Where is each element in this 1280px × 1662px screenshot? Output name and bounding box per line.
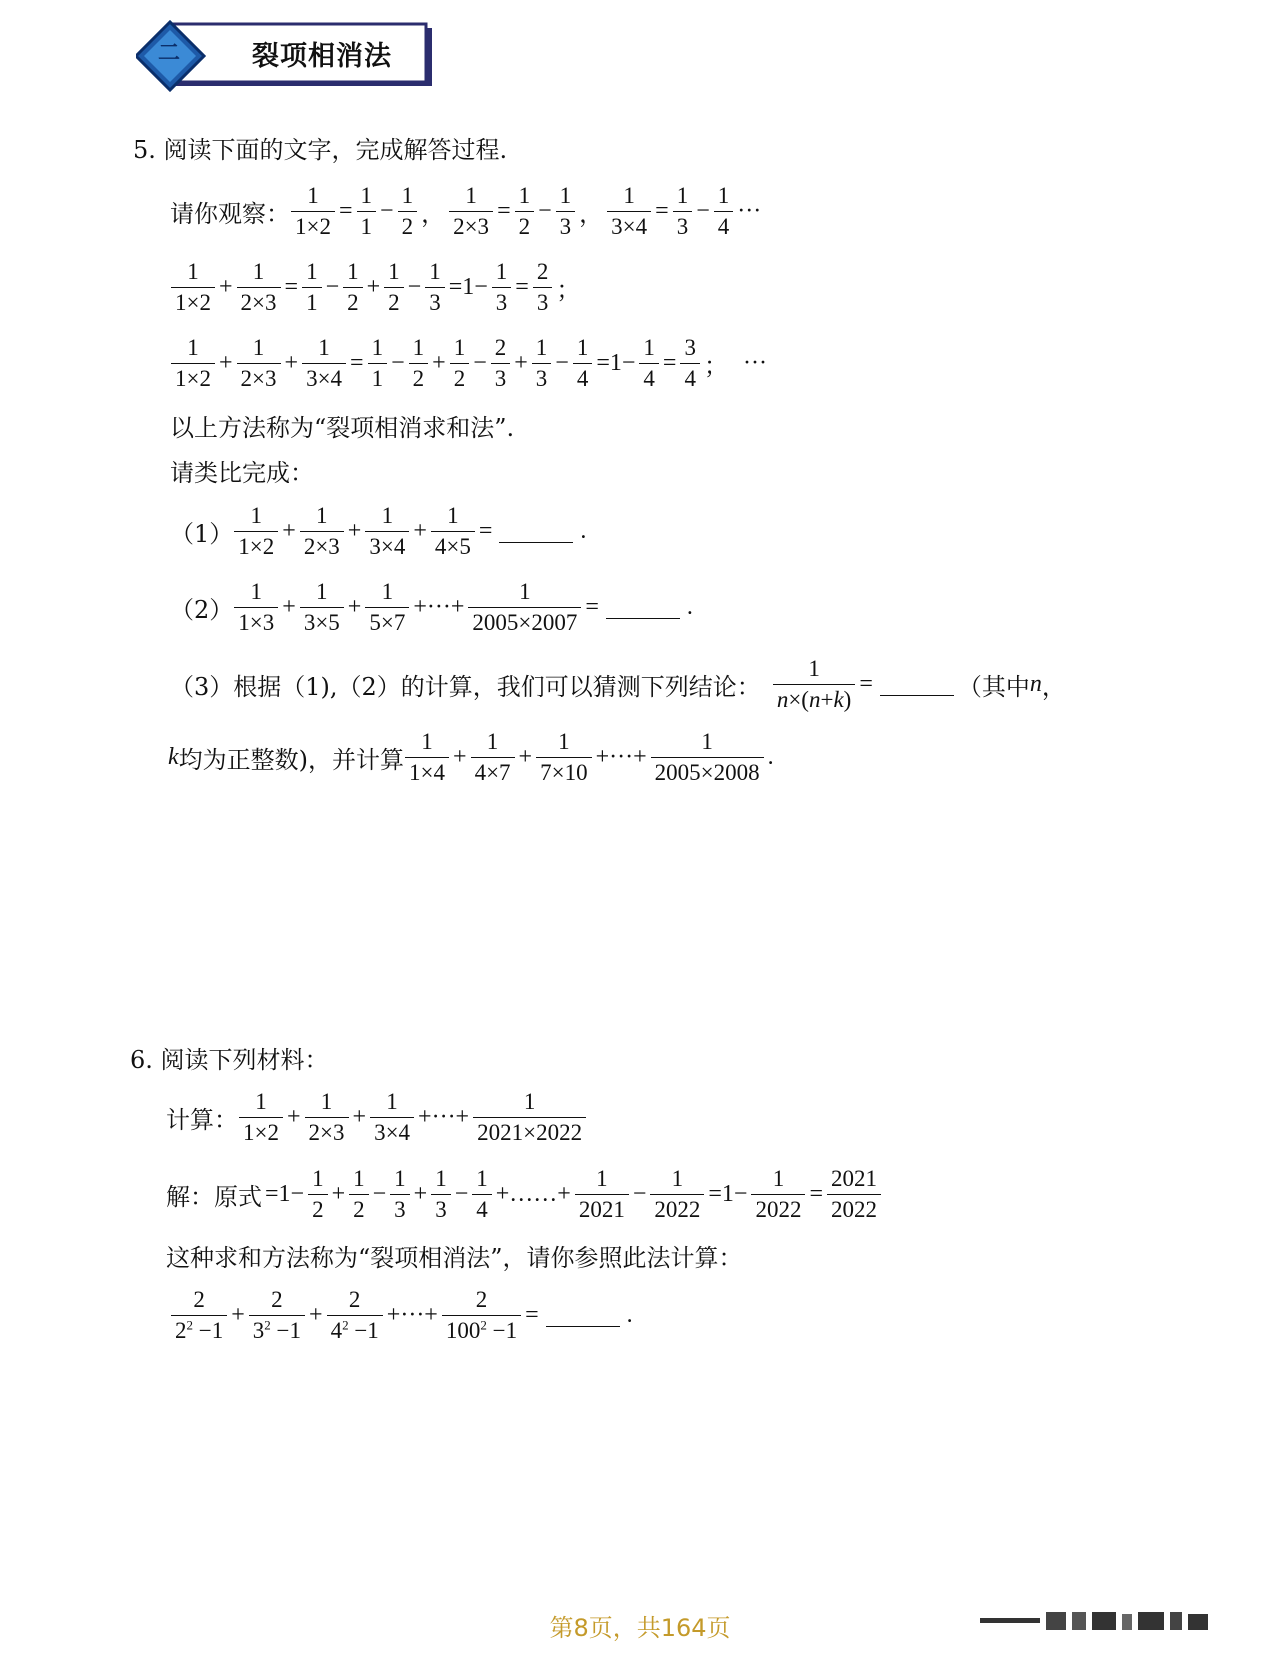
q6-method-text: 这种求和方法称为“裂项相消法”，请你参照此法计算： xyxy=(166,1244,743,1272)
q5-intro: 5. 阅读下面的文字，完成解答过程. xyxy=(133,136,508,164)
q5-part-2: （2） $\frac{1}{1\times 3}$ + $\frac{1}{3\times 5}$ + $\frac{1}{5\times 7}$ +···+ $\frac{1}{2005\times 2007}$ = . xyxy=(170,578,696,638)
q6-intro: 6. 阅读下列材料： xyxy=(130,1046,329,1074)
q6-solution-row: 解：原式 =1− $\frac{1}{2}$ + $\frac{1}{2}$ − $\frac{1}{3}$ + $\frac{1}{3}$ − $\frac{1}{4}$ +……+ $\frac{1}{2021}$ − $\frac{1}{2022}$ =1− $\frac{1}{2022}$ = $\frac{2021}{2022}$ xyxy=(166,1165,882,1225)
q5-method-text: 以上方法称为“裂项相消求和法”. xyxy=(170,414,515,442)
q6-task-row: $\frac{2}{2^2 -1}$ + $\frac{2}{3^2 -1}$ + $\frac{2}{4^2 -1}$ +···+ $\frac{2}{100^2 -1}$ = . xyxy=(170,1286,636,1346)
answer-blank xyxy=(606,596,680,619)
watermark-logo xyxy=(980,1610,1230,1632)
answer-blank xyxy=(880,673,954,696)
q6-calc-row: 计算： $\frac{1}{1\times 2}$ + $\frac{1}{2\times 3}$ + $\frac{1}{3\times 4}$ +···+ $\frac{1}{2021\times 2022}$ xyxy=(166,1088,587,1148)
q5-part-3-cont: k 均为正整数)，并计算 $\frac{1}{1\times 4}$ + $\frac{1}{4\times 7}$ + $\frac{1}{7\times 10}$ +···+ $\frac{1}{2005\times 2008}$ . xyxy=(168,728,777,788)
q5-observe-row: 请你观察： $\frac{1}{1\times 2}$ = $\frac{1}{1}$ − $\frac{1}{2}$ ， $\frac{1}{2\times 3}$ = $\frac{1}{2}$ − $\frac{1}{3}$ ， $\frac{1}{3\times 4}$ = $\frac{1}{3}$ − $\frac{1}{4}$ ··· xyxy=(170,182,764,242)
q5-example-2: $\frac{1}{1\times 2}$ + $\frac{1}{2\times 3}$ + $\frac{1}{3\times 4}$ = $\frac{1}{1}$ − $\frac{1}{2}$ + $\frac{1}{2}$ − $\frac{2}{3}$ + $\frac{1}{3}$ − $\frac{1}{4}$ =1− $\frac{1}{4}$ = $\frac{3}{4}$ ； ··· xyxy=(170,334,770,394)
answer-blank xyxy=(499,520,573,543)
q5-example-1: $\frac{1}{1\times 2}$ + $\frac{1}{2\times 3}$ = $\frac{1}{1}$ − $\frac{1}{2}$ + $\frac{1}{2}$ − $\frac{1}{3}$ =1− $\frac{1}{3}$ = $\frac{2}{3}$ ； xyxy=(170,258,583,318)
q5-analogy-text: 请类比完成： xyxy=(170,459,314,487)
section-number: 二 xyxy=(158,41,181,66)
q5-part-1: （1） $\frac{1}{1\times 2}$ + $\frac{1}{2\times 3}$ + $\frac{1}{3\times 4}$ + $\frac{1}{4\times 5}$ = . xyxy=(170,502,589,562)
page-footer: 第8页，共164页 xyxy=(549,1614,731,1642)
q5-part-3: （3）根据（1),（2）的计算，我们可以猜测下列结论： $\frac{1}{n\times(n+k)}$ = （其中 n ， xyxy=(170,655,1066,715)
answer-blank xyxy=(546,1304,620,1327)
section-title: 裂项相消法 xyxy=(252,41,392,72)
